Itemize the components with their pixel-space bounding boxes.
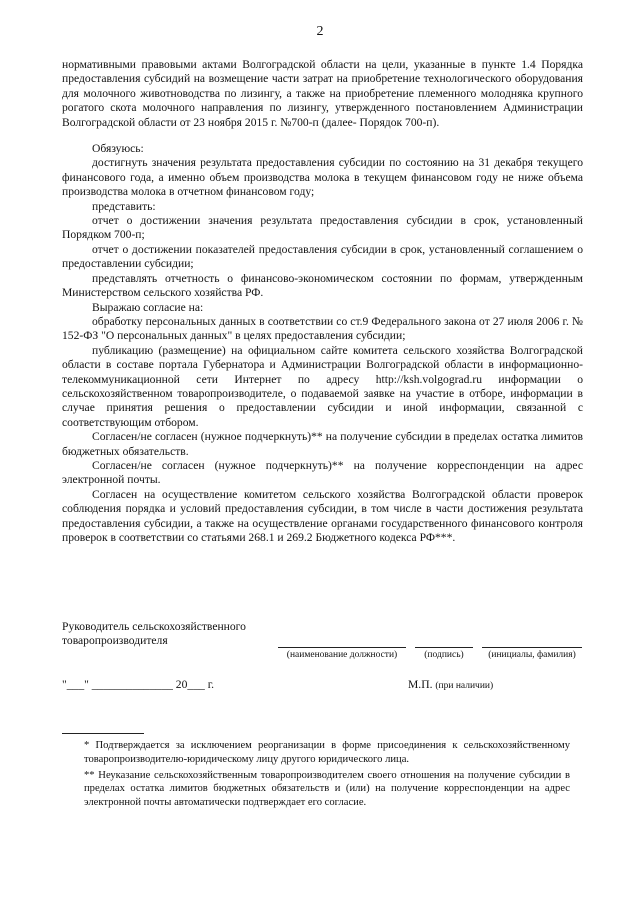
paragraph-consent-inspections: Согласен на осуществление комитетом сельского хозяйства Волгоградской области проверок соблюдения порядка и условий предоставления субсидии, в том числе в части достижения результата предоставления субсидии, а также на осуществление органами государственного финансового контроля проверок в соответствии со статьями 268.1 и 269.2 Бюджетного кодекса РФ***. xyxy=(62,487,583,544)
signature-caption: (подпись) xyxy=(424,650,464,660)
footnote-divider xyxy=(62,733,144,734)
date-line: "___" ______________ 20___ г. xyxy=(62,678,215,691)
stamp-note: (при наличии) xyxy=(435,681,494,691)
position-line xyxy=(278,647,406,648)
paragraph-purpose: нормативными правовыми актами Волгоградской области на цели, указанные в пункте 1.4 Порядка предоставления субсидий на возмещение части затрат на приобретение технологического оборудования для молочного животноводства по лизингу, а также на приобретение племенного молодняка крупного рогатого скота молочного направления по лизингу, утвержденного постановлением Администрации Волгоградской области от 23 ноября 2015 г. №700-п (далее- Порядок 700-п). xyxy=(62,58,583,129)
paragraph-submit-heading: представить: xyxy=(92,199,156,213)
paragraph-publication: публикацию (размещение) на официальном сайте комитета сельского хозяйства Волгоградской области в составе портала Губернатора и Администрации Волгоградской области в информационно-телекоммуникационной сети Интернет по адресу http://ksh.volgograd.ru информации о сельскохозяйственном товаропроизводителе, о подаваемой заявке на участие в отборе, информации в случае принятия решения о предоставлении субсидии и иной информации, связанной с соответствующим отбором. xyxy=(62,343,583,429)
footnote-2: ** Неуказание сельскохозяйственным товаропроизводителем своего отношения на получение субсидии в пределах остатка лимитов бюджетных обязательств и (или) на получение корреспонденции на адрес электронной почты автоматически подтверждает его согласие. xyxy=(84,769,570,809)
signature-line xyxy=(415,647,473,648)
position-caption: (наименование должности) xyxy=(286,650,398,660)
paragraph-personal-data: обработку персональных данных в соответствии со ст.9 Федерального закона от 27 июля 2006 г. № 152-ФЗ "О персональных данных" в целях предоставления субсидии; xyxy=(62,314,583,343)
stamp-label: М.П. xyxy=(408,678,433,691)
paragraph-obligations-heading: Обязуюсь: xyxy=(92,142,144,156)
paragraph-consent-limits: Согласен/не согласен (нужное подчеркнуть)** на получение субсидии в пределах остатка лимитов бюджетных обязательств. xyxy=(62,430,583,458)
document-body xyxy=(62,58,583,545)
signatory-label: Руководитель сельскохозяйственного товаропроизводителя xyxy=(62,620,246,648)
paragraph-report-result: отчет о достижении значения результата предоставления субсидии в срок, установленный Порядком 700-п; xyxy=(62,214,583,242)
paragraph-financial-reporting: представлять отчетность о финансово-экономическом состоянии по формам, утвержденным Министерством сельского хозяйства РФ. xyxy=(62,271,583,300)
footnotes xyxy=(84,739,570,812)
footnote-1: * Подтверждается за исключением реорганизации в форме присоединения к сельскохозяйственному товаропроизводителю-юридическому лицу другого юридического лица. xyxy=(84,740,570,765)
signature-block xyxy=(62,620,583,649)
paragraph-report-indicators: отчет о достижении показателей предоставления субсидии в срок, установленный соглашением о предоставлении субсидии; xyxy=(62,242,583,271)
page-number: 2 xyxy=(316,24,324,39)
stamp-place xyxy=(408,678,493,691)
paragraph-consent-heading: Выражаю согласие на: xyxy=(92,300,204,314)
name-caption: (инициалы, фамилия) xyxy=(488,650,576,660)
name-line xyxy=(482,647,582,648)
paragraph-result-target: достигнуть значения результата предоставления субсидии по состоянию на 31 декабря текущего финансового года, а именно объем производства молока в текущем финансовом году не ниже объема производства молока в отчетном финансовом году; xyxy=(62,156,583,199)
paragraph-consent-email: Согласен/не согласен (нужное подчеркнуть)** на получение корреспонденции на адрес электронной почты. xyxy=(62,458,583,487)
